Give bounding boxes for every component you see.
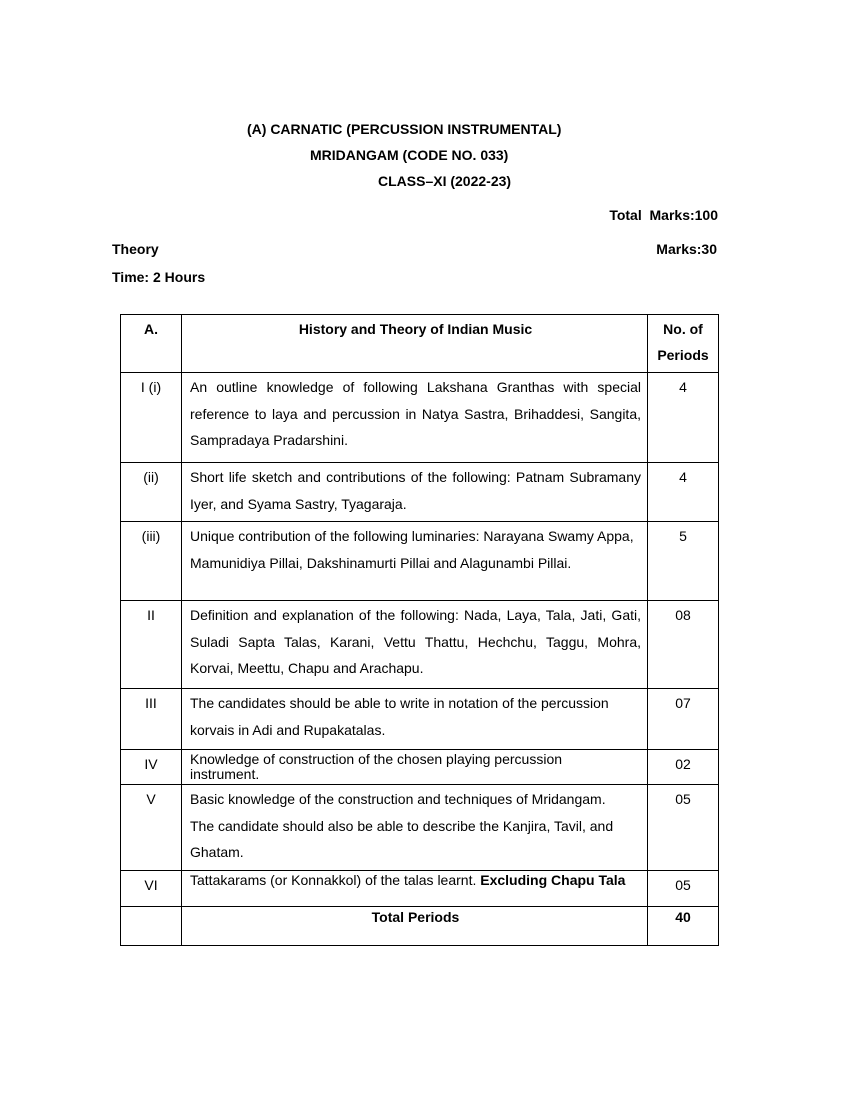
- row-number: V: [121, 785, 182, 871]
- row-text: Basic knowledge of the construction and techniques of Mridangam. The candidate should also be able to describe the Kanjira, Tavil, and Ghatam.: [182, 785, 648, 871]
- row-number: III: [121, 689, 182, 750]
- row-periods: 05: [648, 870, 719, 906]
- row-periods: 4: [648, 463, 719, 522]
- total-value: 40: [648, 906, 719, 945]
- header-section: A.: [121, 315, 182, 373]
- row-text: Unique contribution of the following luminaries: Narayana Swamy Appa, Mamunidiya Pillai, Dakshinamurti Pillai and Alagunambi Pillai.: [182, 522, 648, 601]
- row-text: Knowledge of construction of the chosen playing percussion instrument.: [182, 750, 648, 785]
- row-text: An outline knowledge of following Lakshana Granthas with special reference to laya and percussion in Natya Sastra, Brihaddesi, Sangita, Sampradaya Pradarshini.: [182, 373, 648, 463]
- row-periods: 05: [648, 785, 719, 871]
- header-periods-line2: Periods: [657, 347, 709, 363]
- total-marks: Total Marks:100: [609, 207, 718, 223]
- row-number: (ii): [121, 463, 182, 522]
- row-number: II: [121, 601, 182, 689]
- row-text: Definition and explanation of the following: Nada, Laya, Tala, Jati, Gati, Suladi Sapta Talas, Karani, Vettu Thattu, Hechchu, Taggu, Mohra, Korvai, Meettu, Chapu and Arachapu.: [182, 601, 648, 689]
- table-row: [121, 373, 719, 463]
- row-periods: 08: [648, 601, 719, 689]
- row-periods: 07: [648, 689, 719, 750]
- title-line-1: (A) CARNATIC (PERCUSSION INSTRUMENTAL): [247, 121, 562, 137]
- row-number: I (i): [121, 373, 182, 463]
- row-text-bold: Excluding Chapu Tala: [480, 871, 626, 888]
- syllabus-table: [120, 314, 719, 946]
- table-row: [121, 870, 719, 906]
- total-empty-cell: [121, 906, 182, 945]
- row-number: IV: [121, 750, 182, 785]
- theory-label: Theory: [112, 241, 159, 257]
- row-periods: 4: [648, 373, 719, 463]
- table-row: [121, 463, 719, 522]
- table-row: [121, 689, 719, 750]
- table-row: [121, 522, 719, 601]
- header-periods-line1: No. of: [663, 321, 703, 337]
- marks-label: Marks:30: [656, 241, 717, 257]
- table-row: [121, 750, 719, 785]
- header-periods: [648, 315, 719, 373]
- total-row: [121, 906, 719, 945]
- title-line-2: MRIDANGAM (CODE NO. 033): [310, 147, 509, 163]
- row-periods: 02: [648, 750, 719, 785]
- row-number: VI: [121, 870, 182, 906]
- table-row: [121, 785, 719, 871]
- row-text: The candidates should be able to write in notation of the percussion korvais in Adi and Rupakatalas.: [182, 689, 648, 750]
- title-line-3: CLASS–XI (2022-23): [378, 173, 512, 189]
- table-header-row: [121, 315, 719, 373]
- row-text: Short life sketch and contributions of the following: Patnam Subramany Iyer, and Syama Sastry, Tyagaraja.: [182, 463, 648, 522]
- row-text-regular: Tattakarams (or Konnakkol) of the talas learnt.: [190, 871, 477, 888]
- row-number: (iii): [121, 522, 182, 601]
- table-row: [121, 601, 719, 689]
- total-label: Total Periods: [182, 906, 648, 945]
- row-text: [182, 870, 648, 906]
- header-topic: History and Theory of Indian Music: [182, 315, 648, 373]
- time-label: Time: 2 Hours: [112, 269, 206, 285]
- row-periods: 5: [648, 522, 719, 601]
